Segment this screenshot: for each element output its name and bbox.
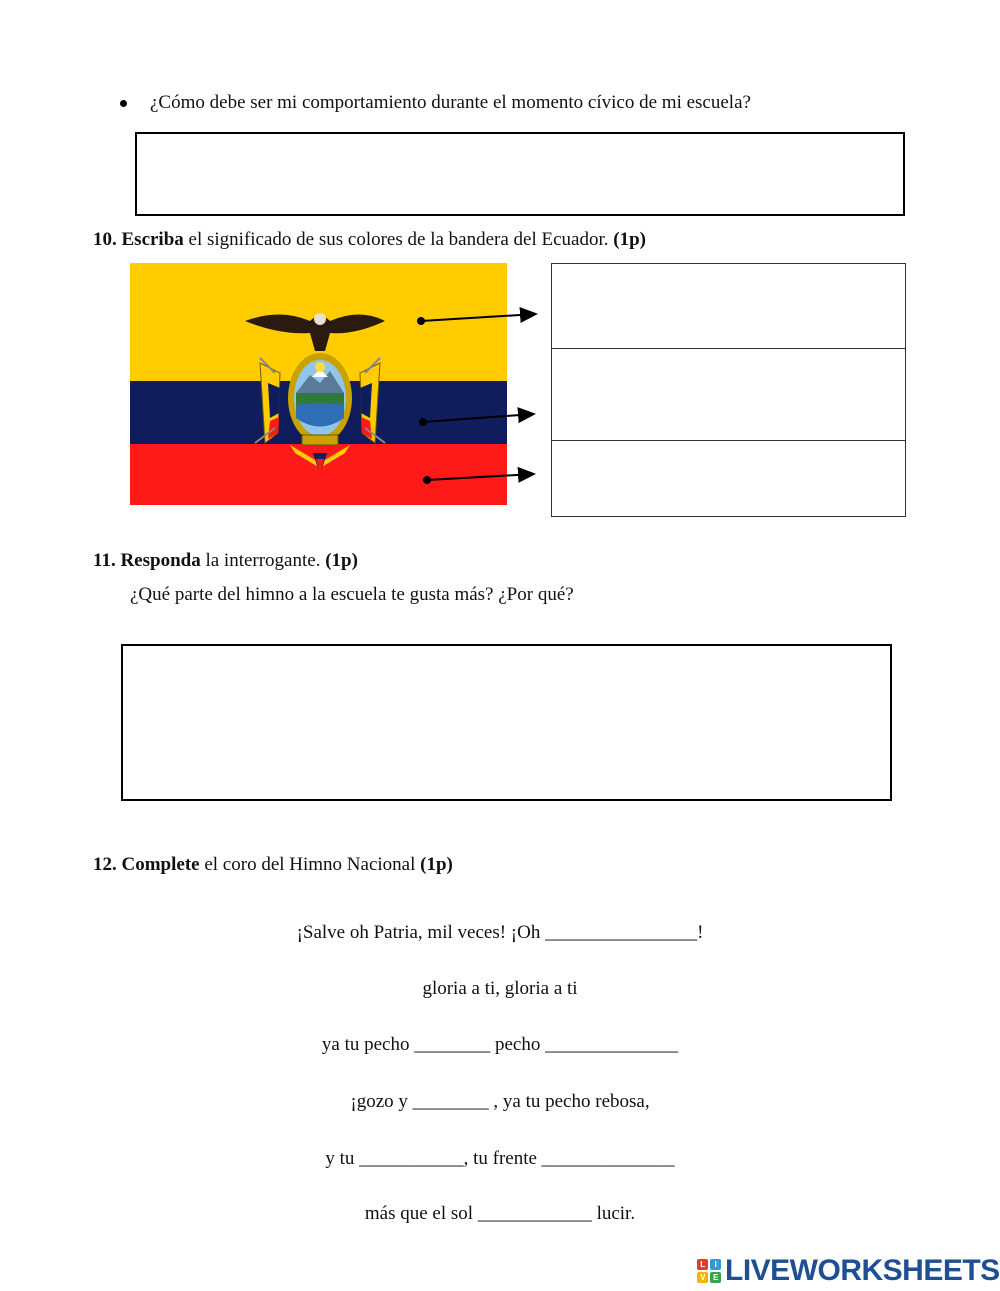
- q10-number: 10.: [93, 229, 117, 250]
- q12-points: (1p): [420, 854, 453, 875]
- q10-points: (1p): [613, 229, 646, 250]
- q11-verb: Responda: [120, 550, 201, 571]
- anthem-line-2: gloria a ti, gloria a ti: [422, 978, 578, 999]
- anthem-line-4[interactable]: ¡gozo y ________ , ya tu pecho rebosa,: [350, 1091, 650, 1112]
- q9-answer-box[interactable]: [135, 132, 905, 216]
- matching-arrows: [410, 300, 545, 490]
- q10-text: el significado de sus colores de la bandera del Ecuador.: [183, 229, 614, 250]
- anthem-line-6[interactable]: más que el sol ____________ lucir.: [364, 1203, 636, 1224]
- q11-number: 11.: [93, 550, 116, 571]
- liveworksheets-logo: [697, 1255, 1000, 1287]
- q12-text: el coro del Himno Nacional: [199, 854, 421, 875]
- q11-heading: [93, 550, 358, 572]
- anthem-line-1[interactable]: ¡Salve oh Patria, mil veces! ¡Oh ________________!: [296, 922, 704, 943]
- q12-verb: Complete: [121, 854, 200, 875]
- q11-answer-box[interactable]: [121, 644, 892, 801]
- anthem-line-5[interactable]: y tu ___________, tu frente ______________: [325, 1148, 675, 1169]
- q11-question: ¿Qué parte del himno a la escuela te gusta más? ¿Por qué?: [130, 584, 574, 605]
- bullet-point: [120, 100, 127, 107]
- anthem-line-3[interactable]: ya tu pecho ________ pecho ______________: [321, 1034, 679, 1055]
- q12-heading: [93, 854, 453, 876]
- q10-heading: [93, 229, 646, 251]
- q11-text: la interrogante.: [200, 550, 326, 571]
- logo-mark-icon: L I V E: [697, 1259, 721, 1283]
- blue-meaning-box[interactable]: [551, 348, 906, 442]
- red-meaning-box[interactable]: [551, 440, 906, 517]
- q12-number: 12.: [93, 854, 117, 875]
- q10-verb: Escriba: [121, 229, 184, 250]
- yellow-meaning-box[interactable]: [551, 263, 906, 350]
- logo-text: LIVEWORKSHEETS: [725, 1254, 1000, 1287]
- q9-bullet-text: ¿Cómo debe ser mi comportamiento durante el momento cívico de mi escuela?: [150, 92, 751, 113]
- q11-points: (1p): [325, 550, 358, 571]
